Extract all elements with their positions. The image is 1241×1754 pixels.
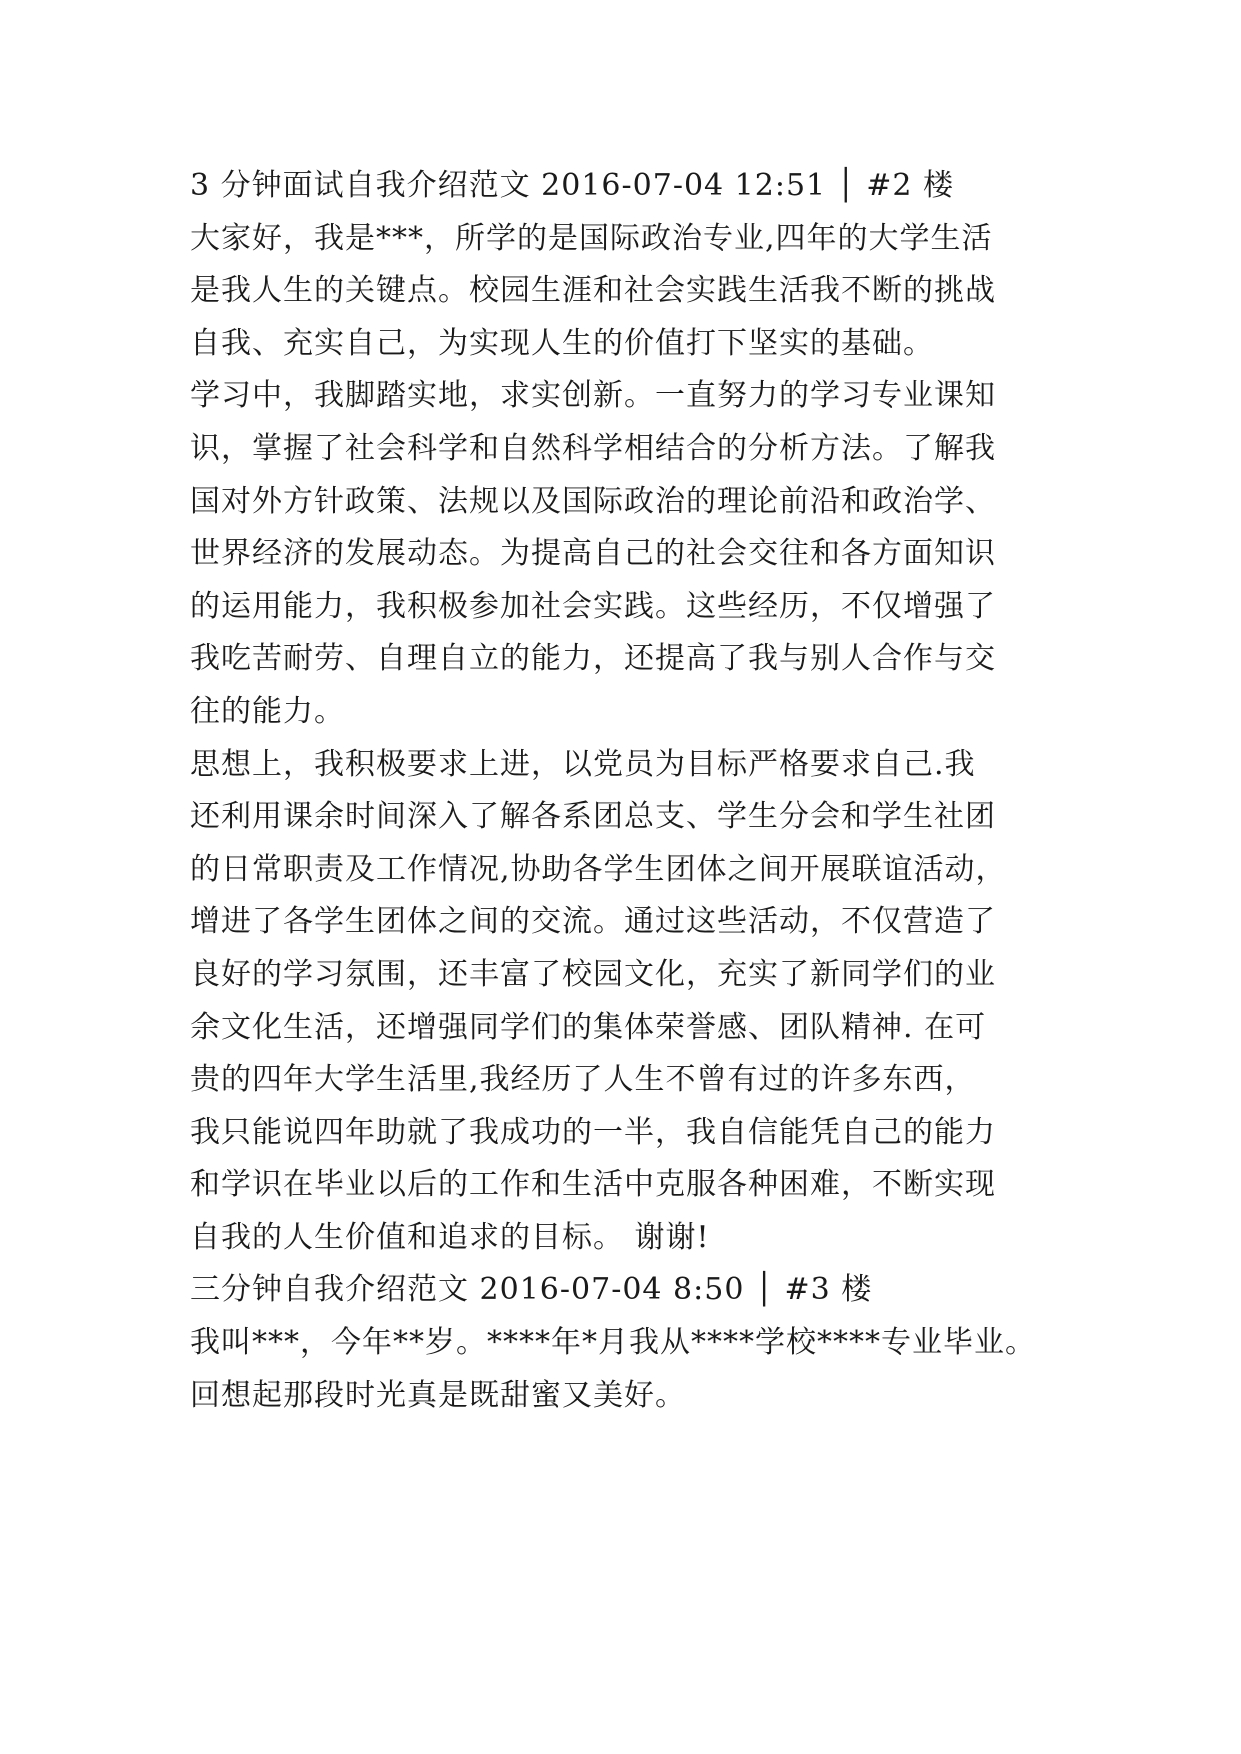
text-line: 国对外方针政策、法规以及国际政治的理论前沿和政治学、	[190, 483, 996, 519]
text-line: 识，掌握了社会科学和自然科学相结合的分析方法。了解我	[190, 430, 996, 466]
text-line: 自我的人生价值和追求的目标。 谢谢!	[190, 1219, 710, 1255]
text-line: 往的能力。	[190, 693, 345, 729]
text-line: 和学识在毕业以后的工作和生活中克服各种困难，不断实现	[190, 1167, 996, 1203]
text-line: 世界经济的发展动态。为提高自己的社会交往和各方面知识	[190, 536, 996, 572]
text-line: 自我、充实自己，为实现人生的价值打下坚实的基础。	[190, 325, 934, 361]
text-line: 我吃苦耐劳、自理自立的能力，还提高了我与别人合作与交	[190, 641, 996, 677]
text-line: 还利用课余时间深入了解各系团总支、学生分会和学生社团	[190, 799, 996, 835]
text-line: 贵的四年大学生活里,我经历了人生不曾有过的许多东西，	[190, 1062, 976, 1098]
text-line: 余文化生活，还增强同学们的集体荣誉感、团队精神. 在可	[190, 1009, 987, 1045]
text-line: 我只能说四年助就了我成功的一半，我自信能凭自己的能力	[190, 1114, 996, 1150]
post-header-3: 三分钟自我介绍范文 2016-07-04 8:50 │ #3 楼	[190, 1272, 873, 1308]
text-line: 大家好，我是***，所学的是国际政治专业,四年的大学生活	[190, 220, 993, 256]
text-line: 是我人生的关键点。校园生涯和社会实践生活我不断的挑战	[190, 273, 996, 309]
text-line: 我叫***，今年**岁。****年*月我从****学校****专业毕业。	[190, 1325, 1036, 1361]
text-line: 的运用能力，我积极参加社会实践。这些经历，不仅增强了	[190, 588, 996, 624]
text-line: 的日常职责及工作情况,协助各学生团体之间开展联谊活动，	[190, 851, 1007, 887]
document-body	[190, 160, 1090, 1422]
text-line: 思想上，我积极要求上进，以党员为目标严格要求自己.我	[190, 746, 976, 782]
text-line: 回想起那段时光真是既甜蜜又美好。	[190, 1377, 686, 1413]
text-line: 增进了各学生团体之间的交流。通过这些活动，不仅营造了	[190, 904, 996, 940]
text-line: 学习中，我脚踏实地，求实创新。一直努力的学习专业课知	[190, 378, 996, 414]
text-line: 良好的学习氛围，还丰富了校园文化，充实了新同学们的业	[190, 956, 996, 992]
post-header-2: 3 分钟面试自我介绍范文 2016-07-04 12:51 │ #2 楼	[190, 168, 955, 203]
